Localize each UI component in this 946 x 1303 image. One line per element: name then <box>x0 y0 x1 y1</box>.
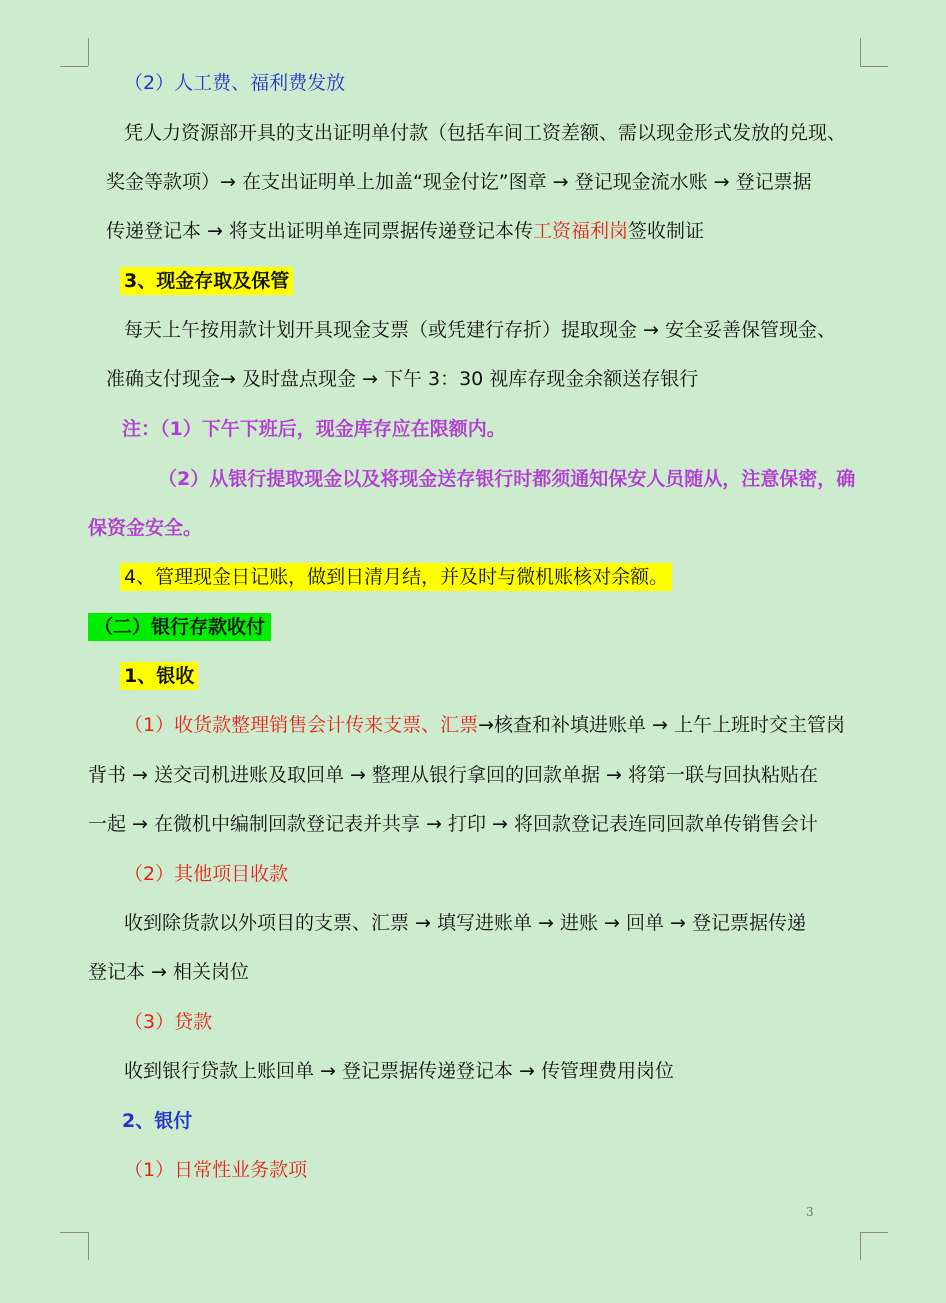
page-number: 3 <box>806 1205 814 1219</box>
paragraph-line: 凭人力资源部开具的支出证明单付款（包括车间工资差额、需以现金形式发放的兑现、 <box>124 122 847 144</box>
subsection-heading-bank-payment: 2、银付 <box>122 1110 193 1132</box>
section-heading-cash-storage <box>120 268 293 294</box>
green-highlight: （二）银行存款收付 <box>88 613 271 641</box>
paragraph-line <box>124 712 845 738</box>
yellow-highlight: 3、现金存取及保管 <box>120 267 293 295</box>
paragraph-line: 每天上午按用款计划开具现金支票（或凭建行存折）提取现金 → 安全妥善保管现金、 <box>124 319 837 341</box>
subheading-labor-welfare: （2）人工费、福利费发放 <box>124 72 346 94</box>
section-heading-bank-deposit <box>88 614 271 640</box>
paragraph-line: 一起 → 在微机中编制回款登记表并共享 → 打印 → 将回款登记表连同回款单传销售会计 <box>88 813 818 835</box>
paragraph-line: 收到除货款以外项目的支票、汇票 → 填写进账单 → 进账 → 回单 → 登记票据传递 <box>124 912 806 934</box>
note-line: 保资金安全。 <box>88 517 203 539</box>
yellow-highlight: 1、银收 <box>120 662 198 690</box>
text-run: 传递登记本 → 将支出证明单连同票据传递登记本传 <box>106 220 534 242</box>
note-line: （2）从银行提取现金以及将现金送存银行时都须通知保安人员随从，注意保密，确 <box>158 468 856 490</box>
paragraph-line <box>106 218 704 244</box>
paragraph-line: 奖金等款项）→ 在支出证明单上加盖“现金付讫”图章 → 登记现金流水账 → 登记票据 <box>106 171 812 193</box>
paragraph-line: 登记本 → 相关岗位 <box>88 961 249 983</box>
text-run: 签收制证 <box>628 220 705 242</box>
note-line: 注：（1）下午下班后，现金库存应在限额内。 <box>122 418 506 440</box>
subheading-daily-business: （1）日常性业务款项 <box>124 1159 308 1181</box>
highlight-post-name: 工资福利岗 <box>533 220 629 242</box>
yellow-highlight: 4、管理现金日记账，做到日清月结，并及时与微机账核对余额。 <box>120 563 672 591</box>
text-run: （1）收货款整理销售会计传来支票、汇票 <box>124 714 479 736</box>
paragraph-line: 准确支付现金→ 及时盘点现金 → 下午 3：30 视库存现金余额送存银行 <box>106 368 699 390</box>
subheading-other-receipts: （2）其他项目收款 <box>124 863 289 885</box>
cash-journal-item <box>120 564 672 590</box>
paragraph-line: 收到银行贷款上账回单 → 登记票据传递登记本 → 传管理费用岗位 <box>124 1060 674 1082</box>
subsection-heading-bank-receipt <box>120 663 198 689</box>
text-run: →核查和补填进账单 → 上午上班时交主管岗 <box>478 714 846 736</box>
paragraph-line: 背书 → 送交司机进账及取回单 → 整理从银行拿回的回款单据 → 将第一联与回执粘贴在 <box>88 764 818 786</box>
subheading-loans: （3）贷款 <box>124 1011 213 1033</box>
